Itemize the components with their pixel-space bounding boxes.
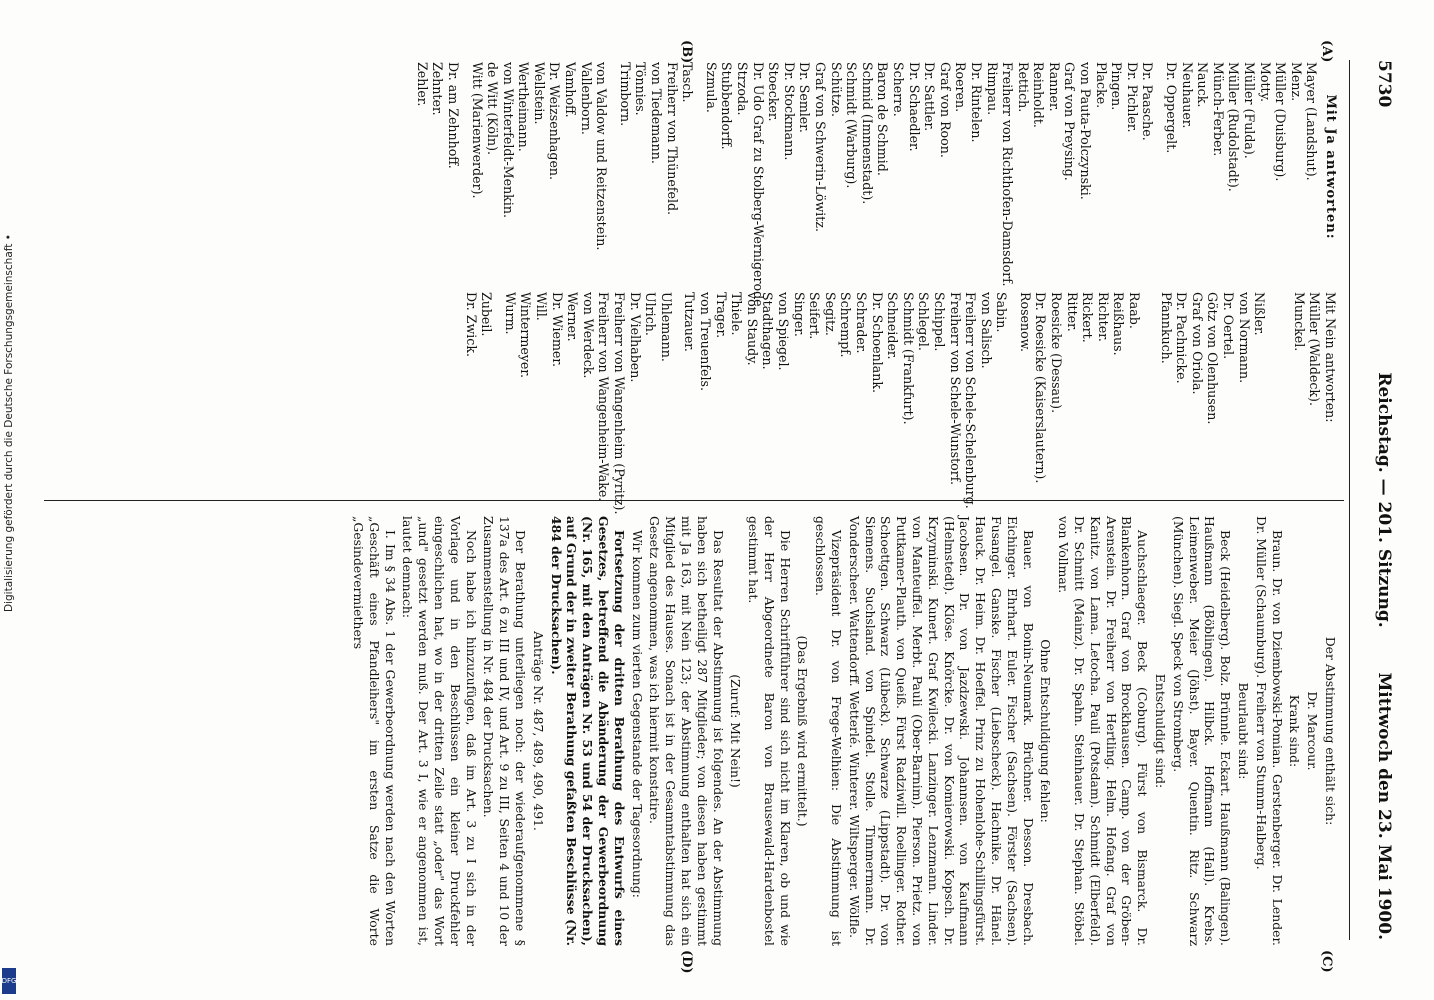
voter-name: Schmidt (Warburg). [844, 62, 860, 189]
voter-name: Schmidt (Frankfurt). [900, 292, 916, 425]
voter-name: Schrempf. [838, 292, 854, 358]
voter-name: Dr. Oppergelt. [1164, 62, 1180, 154]
voter-name: Wellstein. [531, 62, 547, 125]
voter-name: Freiherr von Richthofen-Damsdorf. [1000, 62, 1016, 287]
voter-name: Schippel. [931, 292, 947, 352]
voter-name: Sabin. [994, 292, 1010, 333]
voter-name: Nauck. [1195, 62, 1211, 108]
margin-marker-a: (A) [1319, 40, 1334, 63]
voter-name: Nißler. [1252, 292, 1268, 336]
yes-heading: Mit Ja antworten: [1323, 94, 1338, 240]
column-divider [44, 500, 1344, 501]
voter-name: Graf von Schwerin-Löwitz. [813, 62, 828, 232]
voter-name: Neuhauer. [1179, 62, 1195, 129]
absent-list: Bauer. von Bonin-Neumark. Brüchner. Desson. Dresbach. Eichinger. Ehrhart. Euler. Fischer (Sachsen). Förster (Sachsen). Fusangel. Ganske. Fischer (Liebscheck). Hachnike. Dr. Hänel. Hauck. Dr. Heim. Dr. Hoeffel. Prinz zu Hohenlohe-Schillingsfürst. Jacobsen. Dr. von Jazdzewski. Johannsen. von Kaufmann (Helmstedt). Klöse. Knörcke. Dr. von Komierowski. Kopsch. Dr. Krzyminski. Kunert. Graf Kwilecki. Lanzinger. Lenzmann. Linder. von Manteuffel. Merbt. Pauli (Ober-Barnim). Pierson. Prietz. von Puttkamer-Plauth. von Queiß. Fürst Radziwill. Roellinger. Rother. Schoettgen. Schwarz (Lübeck). Schwarze (Lippstadt). Dr. von Siemens. Suchsland. von Spindel. Stolle. Timmermann. Dr. Vonderscheer. Wattendorff. Wetterlé. Winterer. Wiltsperger. Wölfle. [846, 516, 1036, 946]
margin-marker-b: (B) [679, 40, 694, 64]
vice-president-statement: Vizepräsident Dr. von Frege-Welhien: Die Abstimmung ist geschlossen. [813, 516, 845, 946]
voter-name: Raab. [1127, 292, 1143, 329]
voter-name [609, 62, 617, 272]
voter-name: Segitz. [822, 292, 838, 336]
page-title: Reichstag. — 201. Sitzung. [1374, 372, 1394, 628]
header-rule [1349, 60, 1350, 940]
voter-name: Vallenborn. [578, 62, 594, 135]
voter-name: Dr. Schoenlank. [869, 292, 885, 393]
margin-marker-d: (D) [679, 950, 694, 974]
proceedings-text [348, 516, 1338, 946]
voter-name: Thiele. [729, 292, 745, 336]
voter-name: Witt (Marienwerder). [469, 62, 485, 199]
voter-name: Zehnter. [430, 62, 446, 116]
voter-name: von Tiedemann. [649, 62, 665, 164]
voter-name: Pingen. [1109, 62, 1125, 111]
voter-name: Mayer (Landshut). [1304, 62, 1320, 181]
sick-heading: Krank sind: [1287, 694, 1303, 768]
voter-name: Placke. [1093, 62, 1109, 109]
voter-name: Scherre. [890, 62, 906, 117]
voter-name: Graf von Oriola. [1189, 292, 1205, 395]
page-header [1354, 60, 1394, 940]
voter-name: Rickert. [1080, 292, 1096, 343]
voter-name: Szmula. [703, 62, 719, 113]
voter-name: Müller (Duisburg). [1273, 62, 1289, 182]
voter-name: Freiherr von Schele-Wunstorf. [947, 292, 963, 485]
voter-name: Dr. Stockmann. [781, 62, 797, 161]
dfg-logo-text: DFG [1, 977, 17, 985]
voter-name: Freiherr von Thünefeld. [664, 62, 680, 216]
voter-name: Mit Nein antworten: [1323, 292, 1338, 423]
voter-name: de Witt (Köln). [485, 62, 501, 156]
voter-name: von Spiegel. [776, 292, 791, 371]
digitization-note: Digitalisierung gefördert durch die Deutsche Forschungsgemeinschaft • [3, 234, 15, 612]
voter-name: Strzoda. [735, 62, 751, 116]
voter-name: Rimpau. [984, 62, 1000, 116]
voter-name: Will. [534, 292, 550, 321]
voter-name: Müller (Fulda). [1242, 62, 1258, 159]
voter-name: Schmid (Immenstadt). [859, 62, 875, 205]
voter-name: Tasch. [680, 62, 696, 103]
voter-name: Trimborn. [617, 62, 633, 127]
no-name-list [463, 292, 1338, 515]
voter-name: von Winterfeldt-Menkin. [500, 62, 516, 218]
voter-name: Baron de Schmid. [875, 62, 891, 176]
excused-heading: Entschuldigt sind: [1153, 673, 1169, 789]
voter-name: von Staudy. [744, 292, 760, 366]
voter-name: Freiherr von Wangenheim (Pyritz). [612, 292, 628, 515]
voter-name [1142, 292, 1150, 492]
voter-name: Ranner. [1046, 62, 1062, 112]
voter-name: Zehler. [414, 62, 430, 107]
voter-name: Dr. Zwick. [463, 292, 479, 357]
voter-name: Dr. Roesicke (Kaiserslautern). [1033, 292, 1049, 484]
motions-list: Anträge Nr. 487, 489, 490, 491. [530, 631, 546, 831]
voter-name: Dr. Pachnicke. [1174, 292, 1190, 384]
voter-name: Zubeil. [479, 292, 495, 337]
abstain-heading: Der Abstimmung enthält sich: [1323, 636, 1338, 826]
voter-name: Freiherr von Schele-Schelenburg. [963, 292, 979, 509]
session-date: Mittwoch den 23. Mai 1900. [1374, 672, 1394, 940]
leave-heading: Beurlaubt sind: [1236, 682, 1252, 780]
voter-name: Dr. Vielhaben. [627, 292, 643, 383]
agenda-item: Wir kommen zum vierten Gegenstande der Tagesordnung: [629, 530, 645, 898]
voter-name: Stadthagen. [760, 292, 776, 370]
voter-name: Müller (Rudolstadt). [1226, 62, 1242, 192]
voter-name: Pfannkuch. [1158, 292, 1174, 364]
voter-name: Schrader. [853, 292, 869, 354]
voter-name: Uhlemann. [658, 292, 674, 362]
voter-name [1009, 292, 1017, 492]
voter-name [695, 62, 703, 272]
dfg-logo [2, 968, 16, 994]
voter-name: von Pauta-Polczynski. [1078, 62, 1094, 200]
voter-name: Roesicke (Dessau). [1049, 292, 1065, 414]
voter-name: Dr. Paasche. [1140, 62, 1156, 141]
voter-name: Wertheimann. [516, 62, 532, 152]
voter-name: Seifert. [807, 292, 823, 340]
voter-name: von Treuenfels. [698, 292, 714, 391]
voter-name: Wintermeyer. [518, 292, 534, 378]
voter-name: Dr. Sattler. [922, 62, 938, 132]
voter-name [1267, 292, 1275, 492]
agenda-heading: Fortsetzung der dritten Berathung des Entwurfs eines Gesetzes, betreffend die Abänderung der Gewerbeordnung (Nr. 165, mit den Anträgen Nr. 53 und 54 der Drucksachen), auf Grund der in zweiter Berathung gefaßten Beschlüsse (Nr. 484 der Drucksachen). [548, 516, 627, 946]
voter-name: Freiherr von Wangenheim-Wake. [596, 292, 612, 502]
excused-list: Auchschlaeger. Beck (Coburg). Fürst von Bismarck. Dr. Blankenhorn. Graf von Brockhausen. Camp. von der Gröben-Arenstein. Dr. Freiherr von Hertling. Helm. Hofang. Graf von Kanitz. von Lama. Letocha. Pauli (Potsdam). Schmidt (Elberfeld). Dr. Schmitt (Mainz). Dr. Spahn. Steinhauer. Dr. Stephan. Stöbel. von Vollmar. [1056, 516, 1151, 946]
voter-name: Motty. [1257, 62, 1273, 103]
voter-name: Trager. [713, 292, 729, 339]
voter-name [1275, 292, 1283, 492]
no-votes-column [463, 292, 1338, 515]
voter-name: Götz von Olenhusen. [1205, 292, 1221, 425]
voter-name: Schlegel. [916, 292, 932, 351]
voter-name: Dr. Rintelen. [968, 62, 984, 143]
voter-name: Singer. [791, 292, 807, 337]
voter-name: Dr. Wiemer. [549, 292, 565, 367]
voter-name: Vamhoff. [563, 62, 579, 118]
voter-name: Tönnies. [633, 62, 649, 116]
voter-name: Schneider. [885, 292, 901, 360]
voter-name: Stoecker. [766, 62, 782, 122]
sick-list: Braun. Dr. von Dziembowski-Pomian. Gerstenberger. Dr. Lender. Dr. Müller (Schaumburg). Freiherr von Stumm-Halberg. [1253, 516, 1285, 946]
voter-name: Roeren. [953, 62, 969, 113]
voter-name: Tutzauer. [682, 292, 698, 352]
voter-name: Rosenow. [1017, 292, 1033, 352]
voter-name: Dr. Schaedler. [906, 62, 922, 152]
voter-name [674, 292, 682, 492]
voter-name: Menz. [1288, 62, 1304, 102]
article-text: I. Im § 34 Abs. 1 der Gewerbeordnung werden nach den Worten „Geschäft eines Pfandleihers" im ersten Satze die Worte „Gesindevermiethers [350, 516, 398, 946]
voter-name: Reißhaus. [1111, 292, 1127, 356]
voter-name: Werner. [565, 292, 581, 342]
voter-name: Münch-Ferber. [1210, 62, 1226, 157]
voter-name: Reinholdt. [1031, 62, 1047, 128]
abstain-name: Dr. Marcour. [1305, 691, 1321, 771]
voter-name [494, 292, 502, 492]
voter-name: Stubbendorff. [719, 62, 735, 150]
voter-name: Munckel. [1291, 292, 1307, 352]
voter-name: Dr. Weizsenhagen. [547, 62, 563, 181]
voter-name: Dr. Pichler. [1124, 62, 1140, 133]
voter-name: Dr. Udo Graf zu Stolberg-Wernigerode. [750, 62, 766, 311]
result-note: (Das Ergebniß wird ermittelt.) [795, 635, 811, 827]
voter-name: Rettich. [1015, 62, 1031, 113]
erratum-paragraph: Noch habe ich hinzuzufügen, daß im Art. 3 zu I sich in der Vorlage und in den Beschlüssen ein kleiner Druckfehler eingeschlichen hat, wo in der dritten Zeile statt „oder" das Wort „und" gesetzt werden muß. Der Art. 3 I, wie er angenommen ist, lautet demnach: [400, 516, 479, 946]
voter-name: Schütze. [828, 62, 844, 118]
leave-list: Beck (Heidelberg). Bolz. Brünnle. Eckart. Haußmann (Balingen). Haußmann (Böblingen). Hilbck. Hoffmann (Hall). Krebs. Leimenweber. Meier (Jöhst). Bayer. Quentin. Ritz. Schwarz (München). Siegl. Speck von Stromberg. [1170, 516, 1234, 946]
interjection: (Zuruf: Mit Nein!) [728, 674, 744, 788]
voter-name: Graf von Roon. [937, 62, 953, 158]
voter-name: Ulrich. [643, 292, 659, 336]
voter-name: Graf von Preysing. [1062, 62, 1078, 181]
voter-name: von Normann. [1236, 292, 1252, 384]
voter-name: von Valdow und Reitzenstein. [594, 62, 610, 251]
voter-name [1155, 62, 1163, 272]
voter-name [1283, 292, 1291, 492]
absent-heading: Ohne Entschuldigung fehlen: [1038, 639, 1054, 823]
voter-name: Dr. Semler. [797, 62, 813, 133]
voter-name: von Salisch. [978, 292, 994, 369]
voter-name [461, 62, 469, 272]
voter-name: Dr. am Zehnhoff. [445, 62, 461, 169]
voter-name: von Werdeck. [580, 292, 596, 379]
deliberation-paragraph: Der Berathung unterliegen noch: der wiederaufgenommene § 137a des Art. 6 zu III und IV, und Art. 9 zu III, Seiten 4 und 10 der Zusammenstellung in Nr. 484 der Drucksachen. [481, 516, 528, 946]
voter-name: Richter. [1095, 292, 1111, 342]
voter-name: Ritter. [1064, 292, 1080, 332]
voter-name: Dr. Oertel. [1221, 292, 1237, 360]
margin-marker-c: (C) [1319, 950, 1334, 973]
voter-name: Müller (Waldeck). [1307, 292, 1323, 406]
vote-result: Das Resultat der Abstimmung ist folgendes. An der Abstimmung haben sich betheiligt 287 Mitglieder; von diesen haben gestimmt mit Ja 163, mit Nein 123; der Abstimmung enthalten hat sich ein Mitglied des Hauses. Sonach ist in der Gesammtabstimmung das Gesetz angenommen, was ich hiermit konstatire. [647, 516, 726, 946]
page-number: 5730 [1374, 60, 1394, 108]
secretary-statement: Die Herren Schriftführer sind sich nicht im Klaren, ob und wie der Herr Abgeordnete Baron von Brausewald-Hardenbostel gestimmt hat. [746, 516, 793, 946]
voter-name [1150, 292, 1158, 492]
voter-name: Wurm. [502, 292, 518, 335]
